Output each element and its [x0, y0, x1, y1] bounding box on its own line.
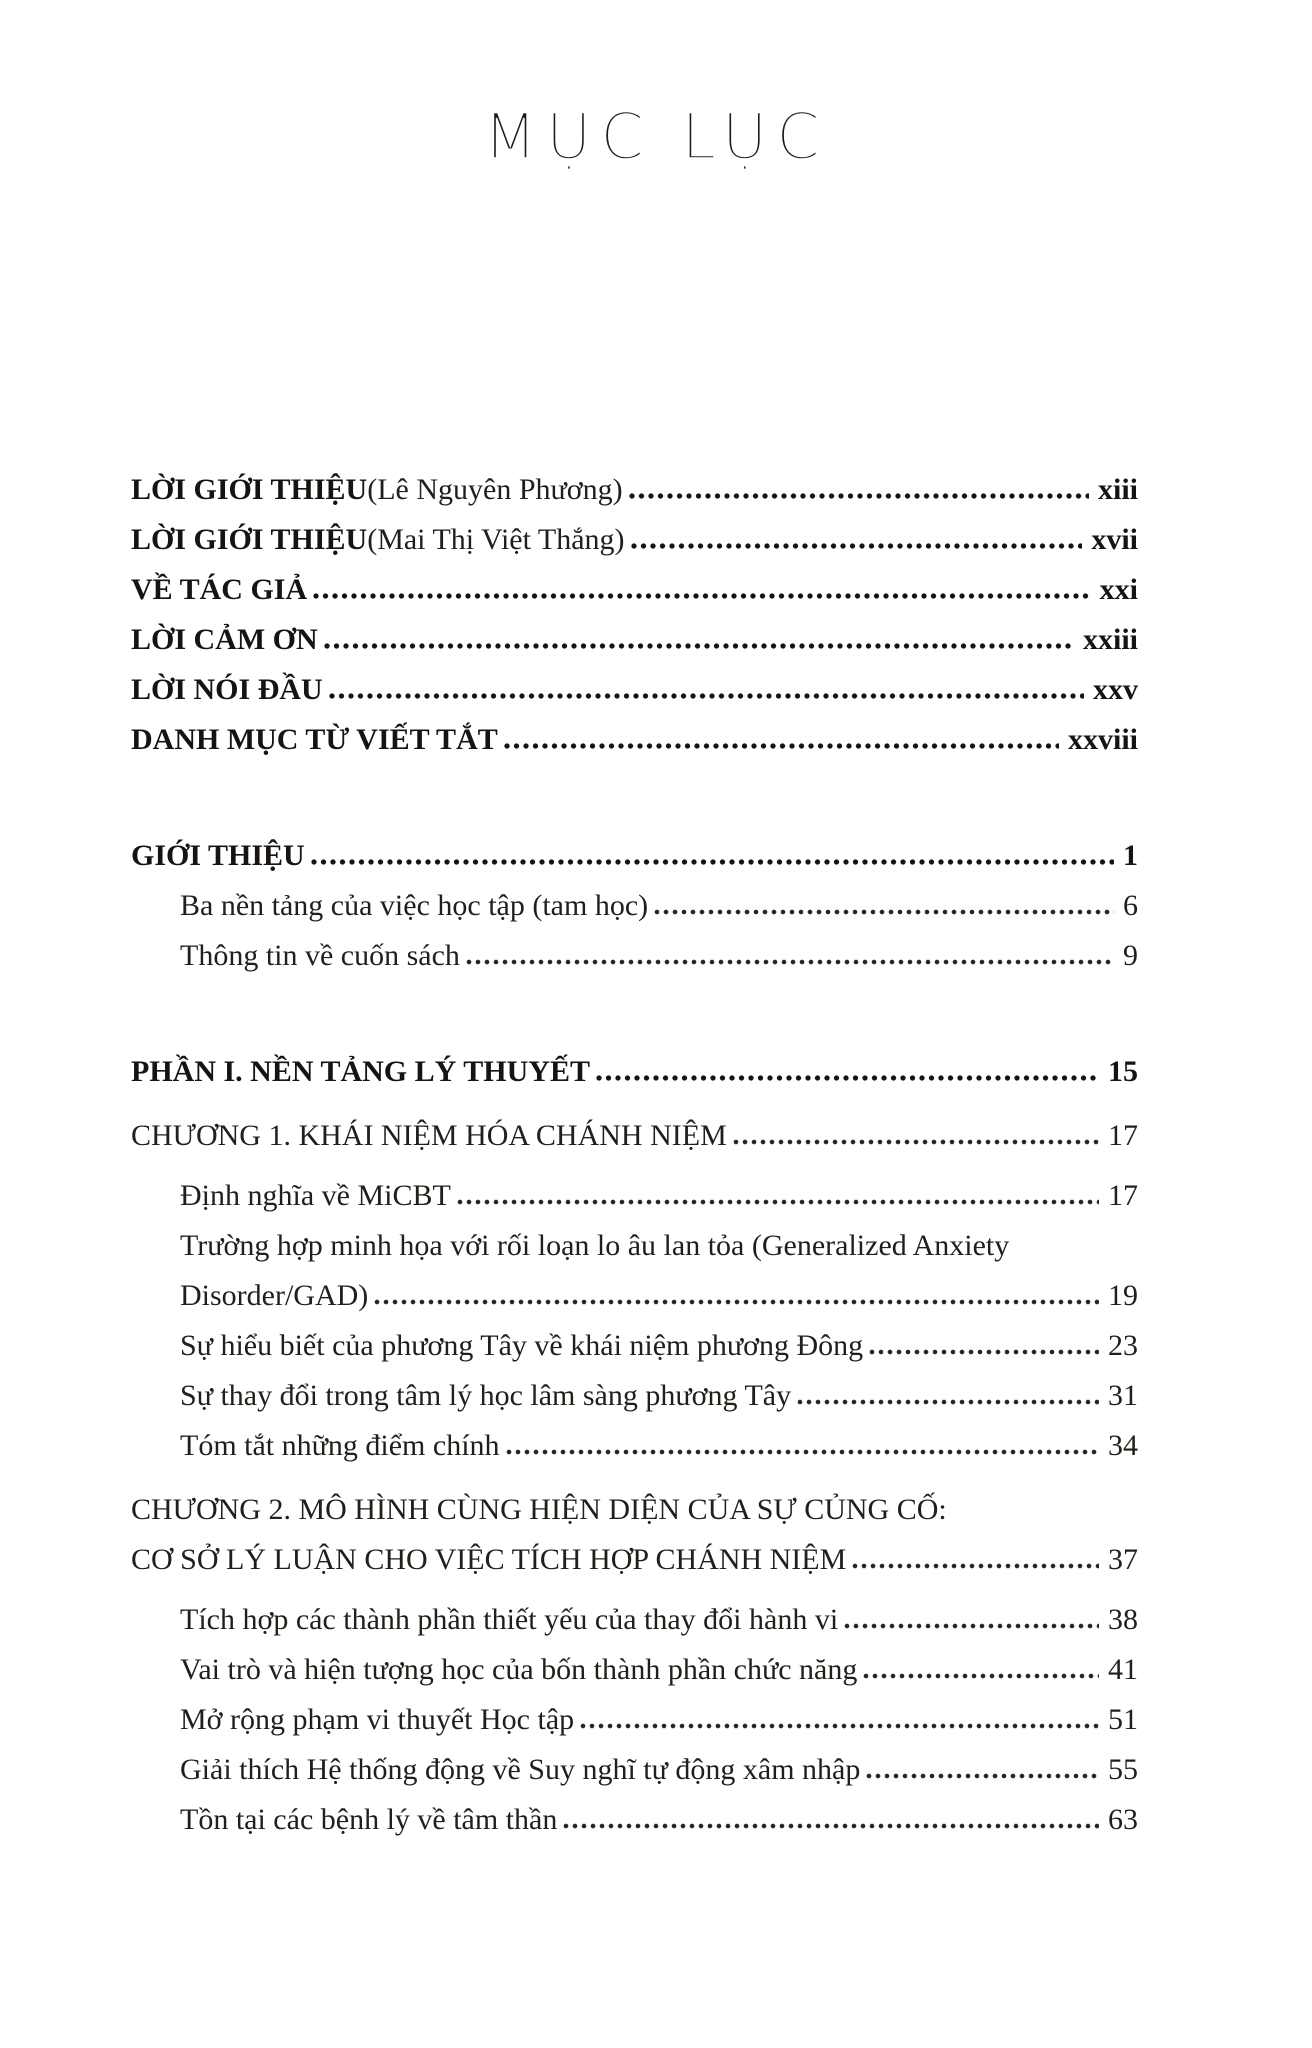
toc-entry-wrap-line: CHƯƠNG 2. MÔ HÌNH CÙNG HIỆN DIỆN CỦA SỰ CỦNG CỐ: — [131, 1493, 947, 1526]
dot-leader — [731, 1138, 1101, 1145]
toc-entry — [131, 1485, 1138, 1585]
toc-entry-label: LỜI GIỚI THIỆU — [131, 523, 368, 556]
toc-entry — [131, 515, 1138, 565]
dot-leader — [850, 1562, 1101, 1569]
dot-leader — [861, 1672, 1101, 1679]
dot-leader — [842, 1622, 1101, 1629]
toc-entry-label: VỀ TÁC GIẢ — [131, 573, 308, 606]
toc-entry-row — [131, 1111, 1138, 1161]
toc-entry-row — [131, 1535, 1138, 1585]
toc-entry — [180, 1171, 1138, 1221]
toc-entry — [180, 931, 1138, 981]
toc-entry — [180, 881, 1138, 931]
toc-entry — [131, 831, 1138, 881]
dot-leader — [327, 692, 1086, 699]
dot-leader — [578, 1722, 1101, 1729]
dot-leader — [372, 1298, 1101, 1305]
toc-entry-row — [131, 665, 1138, 715]
toc-entry-page: 9 — [1123, 939, 1138, 972]
toc-entry-row — [180, 1321, 1138, 1371]
toc-entry-row — [180, 1271, 1138, 1321]
toc-entry-label: DANH MỤC TỪ VIẾT TẮT — [131, 723, 498, 756]
table-of-contents — [131, 465, 1138, 1845]
toc-entry-label: Tóm tắt những điểm chính — [180, 1429, 500, 1462]
toc-entry-page: xxiii — [1082, 623, 1138, 656]
toc-entry-page: 55 — [1108, 1753, 1138, 1786]
toc-entry-row — [131, 565, 1138, 615]
dot-leader — [504, 1448, 1101, 1455]
toc-entry-row — [180, 931, 1138, 981]
toc-entry-page: xxi — [1099, 573, 1138, 606]
toc-entry — [131, 715, 1138, 765]
toc-entry-label: Sự thay đổi trong tâm lý học lâm sàng phương Tây — [180, 1379, 792, 1412]
toc-entry-label-suffix: (Mai Thị Việt Thắng) — [367, 523, 625, 556]
toc-entry-row — [131, 1047, 1138, 1097]
toc-entry-wrap-line: Trường hợp minh họa với rối loạn lo âu lan tỏa (Generalized Anxiety — [180, 1229, 1010, 1262]
dot-leader — [594, 1074, 1101, 1081]
toc-entry-row — [180, 1795, 1138, 1845]
toc-entry-page: xiii — [1097, 473, 1138, 506]
toc-entry-page: 41 — [1108, 1653, 1138, 1686]
toc-entry-row — [180, 1595, 1138, 1645]
dot-leader — [502, 742, 1061, 749]
dot-leader — [311, 592, 1093, 599]
toc-entry — [131, 1111, 1138, 1161]
toc-entry-page: 63 — [1108, 1803, 1138, 1836]
toc-entry-page: 31 — [1108, 1379, 1138, 1412]
toc-entry-page: xvii — [1091, 523, 1138, 556]
toc-entry-row — [180, 1645, 1138, 1695]
toc-entry — [180, 1371, 1138, 1421]
toc-entry-label: CHƯƠNG 1. KHÁI NIỆM HÓA CHÁNH NIỆM — [131, 1119, 727, 1152]
toc-entry-page: 19 — [1108, 1279, 1138, 1312]
toc-entry — [180, 1595, 1138, 1645]
toc-entry-label: LỜI NÓI ĐẦU — [131, 673, 323, 706]
page-title: MỤC LỤC — [483, 100, 829, 173]
toc-entry-label: CƠ SỞ LÝ LUẬN CHO VIỆC TÍCH HỢP CHÁNH NIỆM — [131, 1543, 847, 1576]
toc-entry-page: 17 — [1108, 1119, 1138, 1152]
toc-entry — [131, 565, 1138, 615]
toc-entry-label: Tồn tại các bệnh lý về tâm thần — [180, 1803, 558, 1836]
toc-entry-page: 34 — [1108, 1429, 1138, 1462]
toc-entry — [180, 1745, 1138, 1795]
dot-leader — [795, 1398, 1101, 1405]
toc-entry-row — [131, 515, 1138, 565]
toc-entry-label: Tích hợp các thành phần thiết yếu của thay đổi hành vi — [180, 1603, 839, 1636]
toc-entry-row — [131, 615, 1138, 665]
toc-entry — [180, 1695, 1138, 1745]
toc-entry-label: Định nghĩa về MiCBT — [180, 1179, 451, 1212]
toc-entry-label: Disorder/GAD) — [180, 1279, 369, 1312]
toc-entry-label: PHẦN I. NỀN TẢNG LÝ THUYẾT — [131, 1055, 590, 1088]
toc-entry-row — [131, 715, 1138, 765]
toc-entry-page: 15 — [1108, 1055, 1138, 1088]
toc-entry-row — [131, 831, 1138, 881]
toc-entry-label: GIỚI THIỆU — [131, 839, 305, 872]
toc-entry-page: xxviii — [1067, 723, 1138, 756]
toc-entry-row — [131, 465, 1138, 515]
toc-entry-page: 51 — [1108, 1703, 1138, 1736]
dot-leader — [309, 858, 1116, 865]
toc-entry — [180, 1645, 1138, 1695]
toc-entry-page: 38 — [1108, 1603, 1138, 1636]
toc-entry — [180, 1321, 1138, 1371]
dot-leader — [627, 492, 1091, 499]
dot-leader — [629, 542, 1085, 549]
toc-entry-row — [180, 1745, 1138, 1795]
dot-leader — [455, 1198, 1101, 1205]
toc-entry-label: Giải thích Hệ thống động về Suy nghĩ tự động xâm nhập — [180, 1753, 861, 1786]
toc-entry-row — [180, 1171, 1138, 1221]
toc-entry-page: 23 — [1108, 1329, 1138, 1362]
dot-leader — [867, 1348, 1101, 1355]
dot-leader — [464, 958, 1116, 965]
toc-entry — [180, 1421, 1138, 1471]
toc-entry-label: Sự hiểu biết của phương Tây về khái niệm phương Đông — [180, 1329, 864, 1362]
toc-entry-page: 37 — [1108, 1543, 1138, 1576]
toc-entry-label: Thông tin về cuốn sách — [180, 939, 460, 972]
toc-entry-page: 1 — [1123, 839, 1138, 872]
toc-entry-page: xxv — [1093, 673, 1138, 706]
dot-leader — [652, 908, 1116, 915]
toc-entry — [131, 465, 1138, 515]
toc-entry — [131, 665, 1138, 715]
toc-entry — [131, 1047, 1138, 1097]
toc-entry-page: 17 — [1108, 1179, 1138, 1212]
toc-entry-page: 6 — [1123, 889, 1138, 922]
toc-entry — [131, 615, 1138, 665]
toc-entry-row — [180, 1695, 1138, 1745]
toc-entry — [180, 1795, 1138, 1845]
dot-leader — [322, 642, 1076, 649]
toc-entry-label: Mở rộng phạm vi thuyết Học tập — [180, 1703, 575, 1736]
toc-entry-row — [180, 1421, 1138, 1471]
dot-leader — [561, 1822, 1101, 1829]
toc-entry-label: Vai trò và hiện tượng học của bốn thành phần chức năng — [180, 1653, 858, 1686]
dot-leader — [864, 1772, 1101, 1779]
toc-entry-label: LỜI CẢM ƠN — [131, 623, 318, 656]
toc-entry-label-suffix: (Lê Nguyên Phương) — [367, 473, 623, 506]
toc-entry-row — [180, 881, 1138, 931]
toc-entry-row — [180, 1371, 1138, 1421]
toc-entry-label: Ba nền tảng của việc học tập (tam học) — [180, 889, 649, 922]
toc-entry — [180, 1221, 1138, 1321]
toc-entry-label: LỜI GIỚI THIỆU — [131, 473, 368, 506]
